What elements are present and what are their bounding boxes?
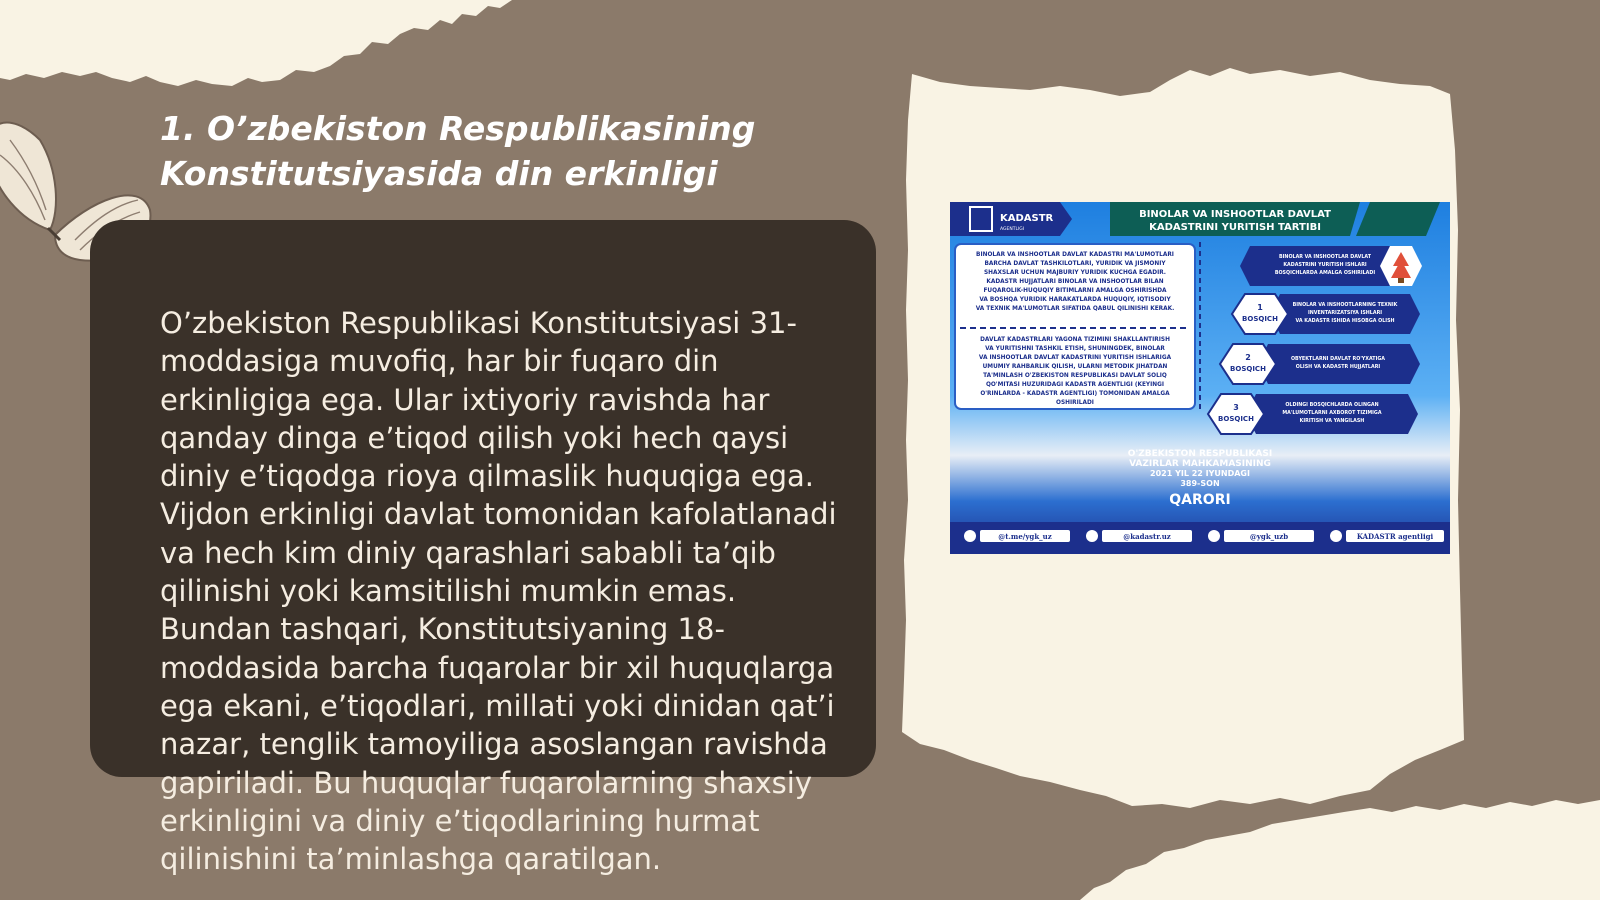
step-text: VA KADASTR ISHIDA HISOBGA OLISH <box>1295 319 1395 324</box>
poster-info-line: KADASTR HUJJATLARI BINOLAR VA INSHOOTLAR BILAN <box>986 279 1164 285</box>
youtube-icon <box>1330 530 1342 542</box>
poster-info-line: VA TEXNIK MA'LUMOTLAR SIFATIDA QABUL QILINISHI KERAK. <box>975 306 1175 312</box>
poster-info-line: VA YURITISHNI TASHKIL ETISH, SHUNINGDEK, BINOLAR <box>985 346 1165 352</box>
step-text: MA'LUMOTLARNI AXBOROT TIZIMIGA <box>1282 411 1382 416</box>
decree-line: VAZIRLAR MAHKAMASINING <box>1129 459 1271 469</box>
step-number: 3 <box>1233 403 1239 412</box>
logo-text: KADASTR <box>1000 213 1054 224</box>
step-text: INVENTARIZATSIYA ISHLARI <box>1307 311 1383 316</box>
telegram-icon <box>964 530 976 542</box>
step-label: BOSQICH <box>1218 415 1254 423</box>
step-text: BINOLAR VA INSHOOTLARNING TEXNIK <box>1292 303 1398 308</box>
decree-line: 2021 YIL 22 IYUNDAGI <box>1150 469 1250 478</box>
decree-line: O'ZBEKISTON RESPUBLIKASI <box>1127 449 1273 459</box>
body-text: O’zbekiston Respublikasi Konstitutsiyasi 31-moddasiga muvofiq, har bir fuqaro din erkinligiga ega. Ular ixtiyoriy ravishda har qanday dinga e’tiqod qilish yoki hech qaysi diniy e’tiqodga rioya qilmaslik huquqiga ega. Vijdon erkinligi davlat tomonidan kafolatlanadi va hech kim diniy qarashlari sababli ta’qib qilinishi yoki kamsitilishi mumkin emas. Bundan tashqari, Konstitutsiyaning 18-moddasida barcha fuqarolar bir xil huquqlarga ega ekani, e’tiqodlari, millati yoki dinidan qat’i nazar, tenglik tamoyiliga asoslangan ravishda gapiriladi. Bu huquqlar fuqarolarning shaxsiy erkinligini va diniy e’tiqodlarining hurmat qilinishini ta’minlashga qaratilgan. <box>160 306 837 877</box>
poster-step-line: BINOLAR VA INSHOOTLAR DAVLAT <box>1278 255 1372 260</box>
title-line: 1. O’zbekiston Respublikasining <box>160 109 756 148</box>
poster-header-line: BINOLAR VA INSHOOTLAR DAVLAT <box>1139 209 1331 220</box>
step-text: OLDINGI BOSQICHLARDA OLINGAN <box>1285 403 1379 408</box>
poster-info-line: SHAXSLAR UCHUN MAJBURIY YURIDIK KUCHGA EGADIR. <box>984 270 1166 276</box>
step-number: 1 <box>1257 303 1263 312</box>
poster-info-line: FUQAROLIK-HUQUQIY BITIMLARNI AMALGA OSHIRISHDA <box>983 288 1167 294</box>
footer-label: KADASTR agentligi <box>1356 532 1434 541</box>
decree-line: 389-SON <box>1180 479 1220 488</box>
poster-info-line: TA'MINLASH O'ZBEKISTON RESPUBLIKASI DAVLAT SOLIQ <box>983 373 1167 379</box>
footer-label: @t.me/ygk_uz <box>998 532 1052 541</box>
step-text: OLISH VA KADASTR HUJJATLARI <box>1295 365 1381 370</box>
slide-title <box>160 106 860 196</box>
decree-title: QARORI <box>1169 492 1231 508</box>
poster-info-line: QO'MITASI HUZURIDAGI KADASTR AGENTLIGI (KEYINGI <box>985 382 1165 388</box>
poster-info-line: BINOLAR VA INSHOOTLAR DAVLAT KADASTRI MA'LUMOTLARI <box>976 252 1174 258</box>
poster-info-line: UMUMIY RAHBARLIK QILISH, ULARNI METODIK JIHATDAN <box>982 364 1168 370</box>
kadastr-infographic <box>950 202 1450 554</box>
poster-info-line: BARCHA DAVLAT TASHKILOTLARI, YURIDIK VA JISMONIY <box>984 261 1166 267</box>
poster-info-line: DAVLAT KADASTRLARI YAGONA TIZIMINI SHAKLLANTIRISH <box>980 337 1170 343</box>
step-label: BOSQICH <box>1242 315 1278 323</box>
step-label: BOSQICH <box>1230 365 1266 373</box>
poster-info-line: VA BOSHQA YURIDIK HARAKATLARDA HUQUQIY, IQTISODIY <box>979 297 1171 303</box>
poster-step-line: KADASTRINI YURITISH ISHLARI <box>1283 263 1367 268</box>
instagram-icon <box>1208 530 1220 542</box>
logo-subtext: AGENTLIGI <box>1000 227 1025 232</box>
poster-info-line: O'RINLARDA - KADASTR AGENTLIGI) TOMONIDAN AMALGA <box>980 391 1170 397</box>
title-line: Konstitutsiyasida din erkinligi <box>160 154 718 193</box>
step-number: 2 <box>1245 353 1251 362</box>
facebook-icon <box>1086 530 1098 542</box>
poster-info-line: VA INSHOOTLAR DAVLAT KADASTRINI YURITISH ISHLARIGA <box>978 355 1172 361</box>
footer-label: @ygk_uzb <box>1249 532 1289 541</box>
footer-label: @kadastr.uz <box>1123 532 1171 541</box>
step-text: KIRITISH VA YANGILASH <box>1299 419 1365 424</box>
step-text: OBYEKTLARNI DAVLAT RO'YXATIGA <box>1290 357 1386 362</box>
poster-step-line: BOSQICHLARDA AMALGA OSHIRILADI <box>1274 271 1376 276</box>
poster-info-line: OSHIRILADI <box>1056 400 1094 406</box>
torn-paper-top <box>0 0 520 95</box>
poster-header-line: KADASTRINI YURITISH TARTIBI <box>1149 222 1321 233</box>
